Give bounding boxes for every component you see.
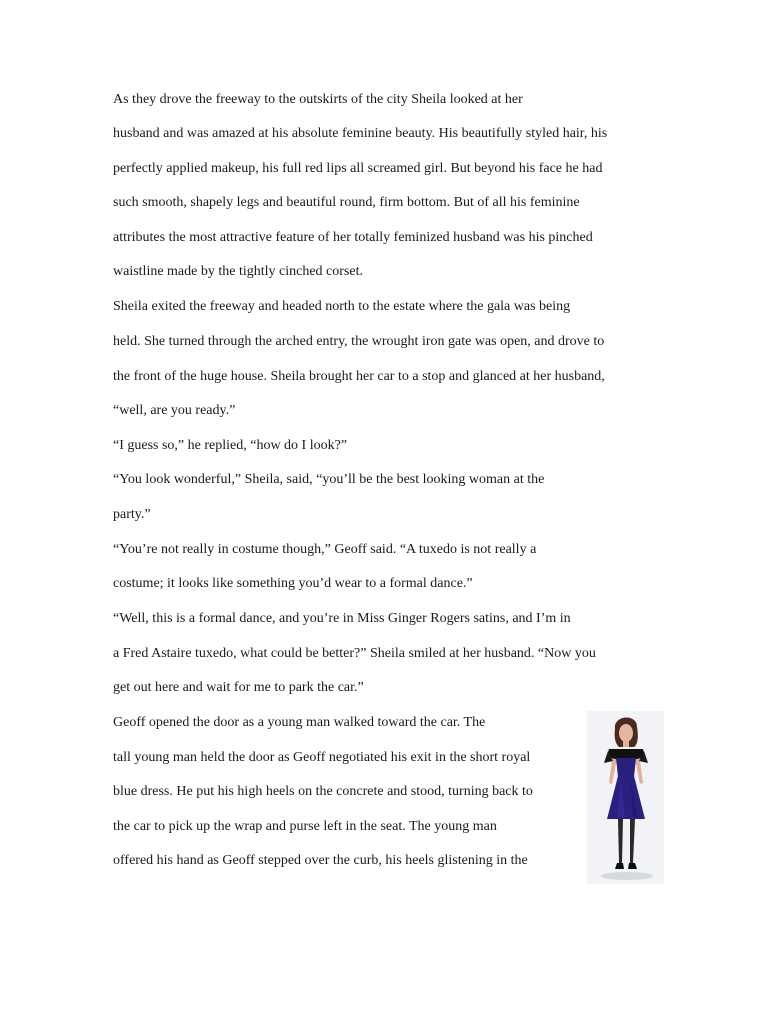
text-line-4: such smooth, shapely legs and beautiful round, firm bottom. But of all his feminine [113,195,580,210]
text-line-10: “well, are you ready.” [113,403,236,418]
text-line-14: “You’re not really in costume though,” Geoff said. “A tuxedo is not really a [113,542,537,557]
text-line-22: the car to pick up the wrap and purse left in the seat. The young man [113,819,497,834]
text-line-7: Sheila exited the freeway and headed north to the estate where the gala was being [113,299,571,314]
text-line-19: Geoff opened the door as a young man walked toward the car. The [113,715,486,730]
figure-image [587,711,664,884]
text-line-17: a Fred Astaire tuxedo, what could be better?” Sheila smiled at her husband. “Now you [113,646,596,661]
text-line-15: costume; it looks like something you’d wear to a formal dance.” [113,576,473,591]
text-line-3: perfectly applied makeup, his full red lips all screamed girl. But beyond his face he had [113,161,603,176]
text-line-16: “Well, this is a formal dance, and you’re in Miss Ginger Rogers satins, and I’m in [113,611,571,626]
text-line-8: held. She turned through the arched entry, the wrought iron gate was open, and drove to [113,334,605,349]
text-line-13: party.” [113,507,151,522]
text-line-21: blue dress. He put his high heels on the concrete and stood, turning back to [113,784,533,799]
text-line-6: waistline made by the tightly cinched corset. [113,264,363,279]
text-line-9: the front of the huge house. Sheila brought her car to a stop and glanced at her husband, [113,369,605,384]
text-line-18: get out here and wait for me to park the car.” [113,680,364,695]
text-line-1: As they drove the freeway to the outskirts of the city Sheila looked at her [113,92,523,107]
text-line-23: offered his hand as Geoff stepped over the curb, his heels glistening in the [113,853,528,868]
text-line-5: attributes the most attractive feature of her totally feminized husband was his pinched [113,230,593,245]
text-line-12: “You look wonderful,” Sheila, said, “you’ll be the best looking woman at the [113,472,545,487]
person-illustration [587,711,664,884]
text-line-2: husband and was amazed at his absolute feminine beauty. His beautifully styled hair, his [113,126,608,141]
text-line-11: “I guess so,” he replied, “how do I look?” [113,438,348,453]
text-line-20: tall young man held the door as Geoff negotiated his exit in the short royal [113,750,531,765]
